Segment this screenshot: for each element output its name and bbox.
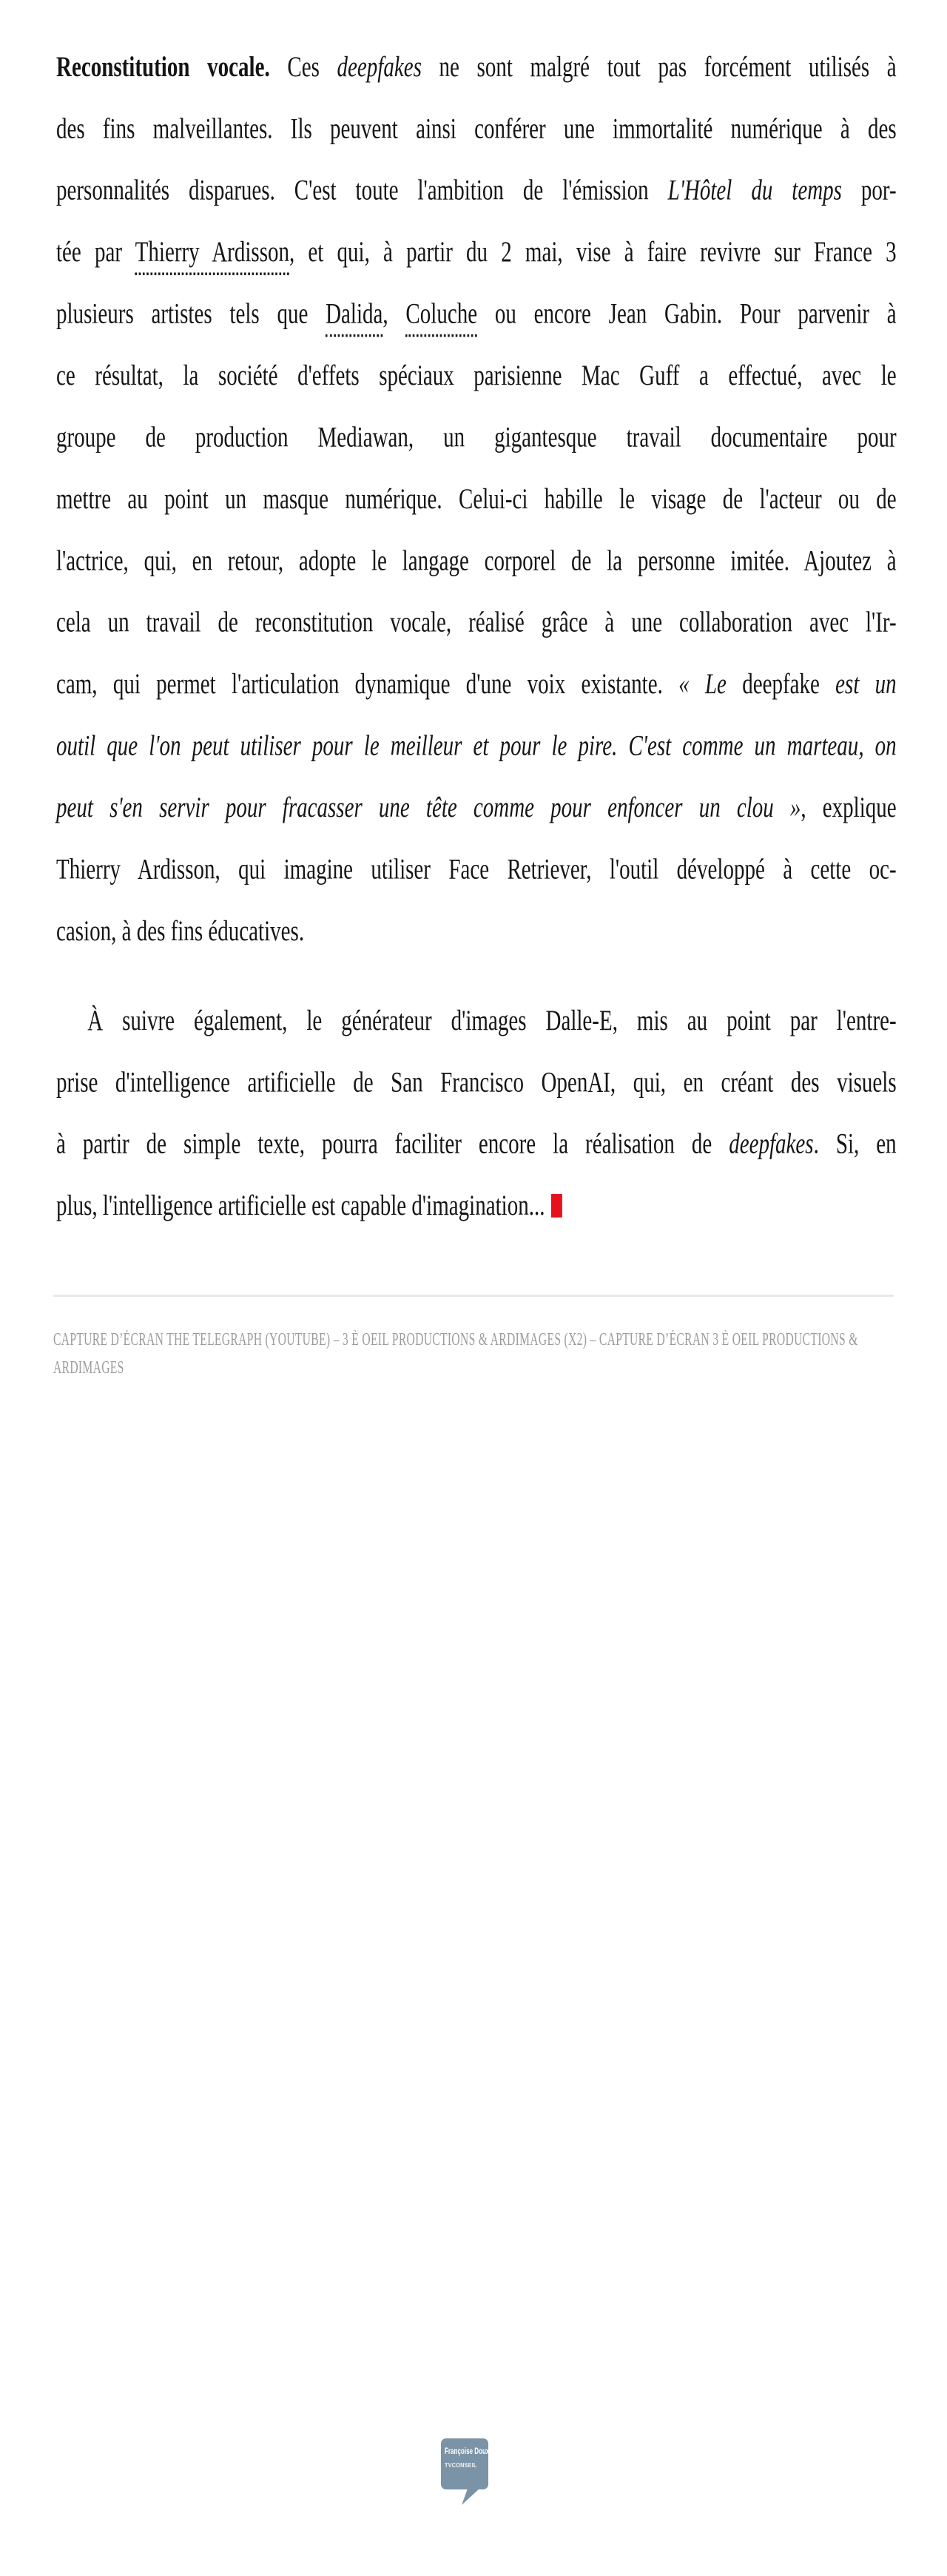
text-segment: l'actrice, qui, en retour, adopte le langage corporel de la personne imitée. Ajoutez à	[56, 545, 897, 577]
text-segment: mettre au point un masque numérique. Celui-ci habille le visage de l'acteur ou de	[56, 483, 897, 516]
text-segment: à partir de simple texte, pourra faciliter encore la réalisation de	[56, 1128, 729, 1161]
text-segment: ,	[382, 298, 406, 330]
text-segment: groupe de production Mediawan, un gigantesque travail documentaire pour	[56, 422, 897, 454]
text-segment: À suivre également, le générateur d'images Dalle-E, mis au point par l'entre-	[87, 1005, 897, 1037]
text-segment: outil que l'on peut utiliser pour le meilleur et pour le pire. C'est comme un marteau, on	[56, 730, 897, 762]
article-line	[56, 161, 897, 222]
text-segment: tée par	[56, 237, 135, 269]
article-line	[56, 469, 897, 530]
text-segment: L'Hôtel du temps	[667, 175, 842, 207]
photo-credit	[53, 1326, 900, 1382]
text-segment: des fins malveillantes. Ils peuvent ainsi conférer une immortalité numérique à des	[56, 113, 897, 145]
article-line	[56, 840, 897, 901]
link-dalida[interactable]: Dalida	[326, 299, 382, 337]
speech-bubble-tail-icon	[459, 2489, 485, 2505]
photo-credit-line-2: ARDIMAGES	[53, 1358, 124, 1378]
text-segment: prise d'intelligence artificielle de San Francisco OpenAI, qui, en créant des visuels	[56, 1067, 897, 1099]
text-segment: « Le	[678, 669, 743, 701]
article-line	[56, 716, 897, 778]
text-segment: cela un travail de reconstitution vocale, réalisé grâce à une collaboration avec l'Ir-	[56, 607, 897, 639]
photo-credit-line-1: CAPTURE D’ÉCRAN THE TELEGRAPH (YOUTUBE) – 3 È OEIL PRODUCTIONS & ARDIMAGES (X2) – CAPTURE D’ÉCRAN 3 È OEIL PRODUCTIONS &	[53, 1330, 858, 1349]
logo-company-name: TVCONSEIL	[445, 2461, 477, 2469]
article-line	[56, 1114, 897, 1176]
francoise-doux-tvconseil-logo	[441, 2438, 488, 2505]
text-segment: por-	[841, 175, 897, 207]
article-line	[56, 345, 897, 407]
article-line	[56, 98, 897, 160]
article-body	[56, 37, 897, 1238]
text-segment: personnalités disparues. C'est toute l'ambition de l'émission	[56, 175, 668, 207]
caption-divider	[53, 1295, 894, 1297]
end-of-article-marker	[551, 1194, 562, 1218]
text-segment: Ces	[287, 51, 337, 84]
text-segment: plus, l'intelligence artificielle est capable d'imagination...	[56, 1190, 545, 1222]
article-line	[56, 593, 897, 654]
text-segment: cam, qui permet l'articulation dynamique d'une voix existante.	[56, 669, 679, 701]
link-thierry-ardisson[interactable]: Thierry Ardisson	[135, 237, 289, 275]
text-segment: est un	[819, 669, 897, 701]
article-line	[56, 901, 897, 962]
article-line	[56, 284, 897, 345]
article-line	[56, 654, 897, 715]
article-lead-in: Reconstitution vocale.	[56, 51, 288, 84]
text-segment: peut s'en servir pour fracasser une tête comme pour enfoncer un clou »	[56, 792, 801, 824]
logo-author-name: Françoise Doux	[445, 2447, 490, 2456]
article-line	[56, 991, 897, 1052]
speech-bubble-icon	[441, 2438, 488, 2489]
article-line	[56, 37, 897, 98]
text-segment: , et qui, à partir du 2 mai, vise à faire revivre sur France 3	[289, 237, 897, 269]
text-segment: Thierry Ardisson, qui imagine utiliser Face Retriever, l'outil développé à cette oc-	[56, 854, 897, 886]
article-line	[56, 778, 897, 839]
link-coluche[interactable]: Coluche	[405, 299, 477, 337]
text-segment: ne sont malgré tout pas forcément utilisés à	[421, 51, 897, 84]
article-line	[56, 1176, 897, 1237]
article-line	[56, 1052, 897, 1113]
text-segment: casion, à des fins éducatives.	[56, 915, 305, 948]
text-segment: deepfakes	[337, 51, 422, 84]
text-segment: ou encore Jean Gabin. Pour parvenir à	[477, 298, 897, 330]
text-segment: plusieurs artistes tels que	[56, 298, 326, 330]
text-segment: , explique	[801, 792, 897, 824]
text-segment: deepfakes	[729, 1128, 814, 1161]
text-segment: . Si, en	[813, 1128, 897, 1161]
text-segment: ce résultat, la société d'effets spéciaux parisienne Mac Guff a effectué, avec le	[56, 360, 897, 392]
article-line	[56, 530, 897, 592]
article-line	[56, 222, 897, 283]
text-segment: deepfake	[742, 669, 820, 701]
article-line	[56, 408, 897, 469]
